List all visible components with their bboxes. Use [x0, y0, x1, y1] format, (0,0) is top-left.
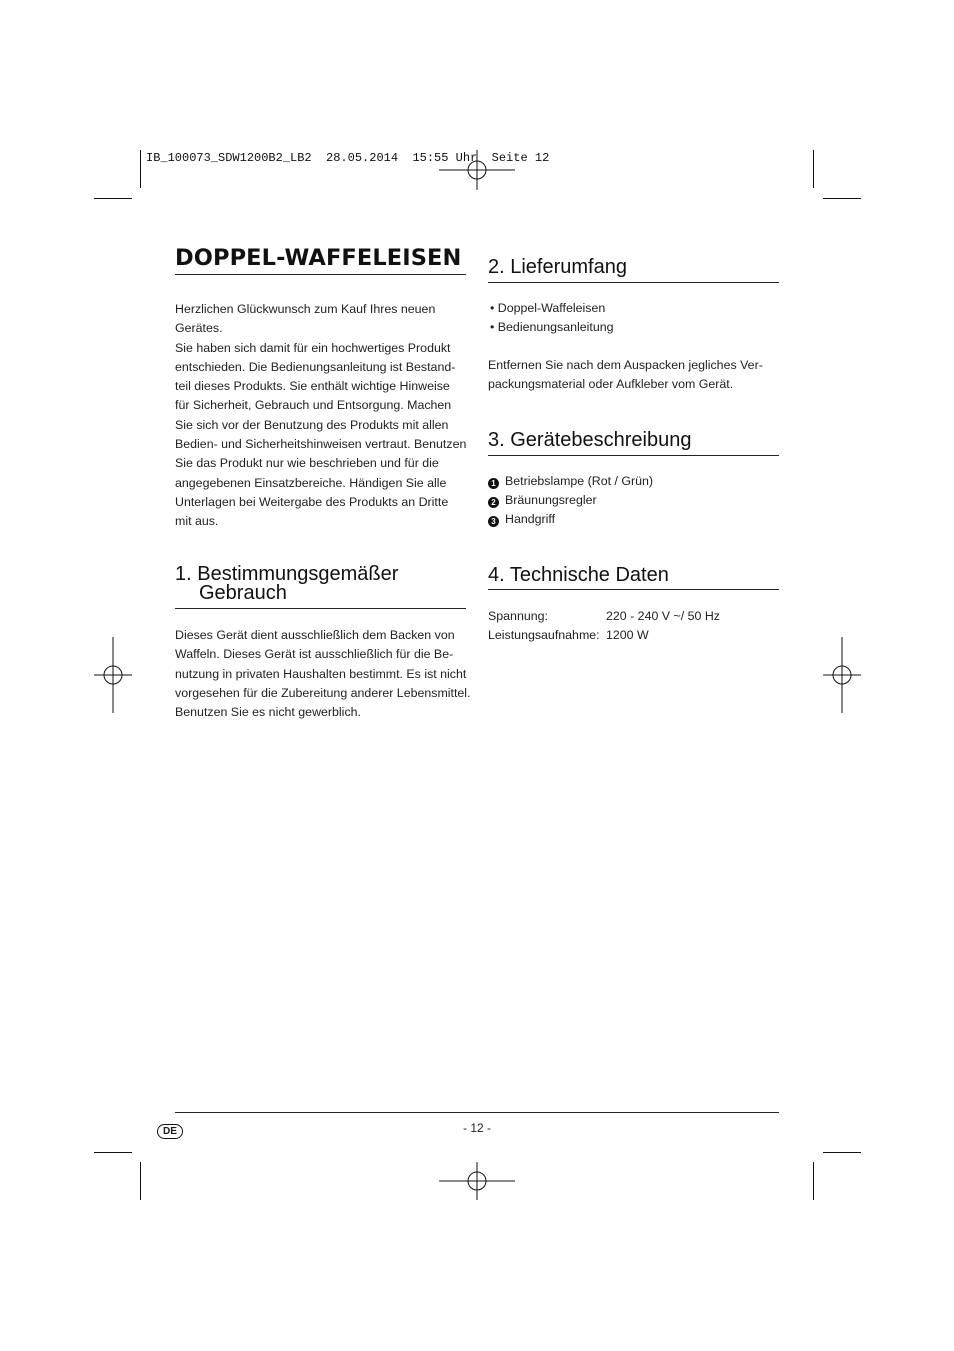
- page-number: - 12 -: [462, 1121, 491, 1135]
- list-item-label: Bräunungsregler: [505, 493, 597, 507]
- intro-line: Sie sich vor der Benutzung des Produkts mit allen: [175, 417, 449, 432]
- intro-line: angegebenen Einsatzbereiche. Händigen Sie alle: [175, 475, 447, 490]
- section1-line: vorgesehen für die Zubereitung anderer Lebensmittel.: [175, 685, 471, 700]
- intro-line: Gerätes.: [175, 321, 223, 336]
- section1-heading: [175, 565, 398, 603]
- list-item-label: Betriebslampe (Rot / Grün): [505, 474, 654, 488]
- intro-line: Unterlagen bei Weitergabe des Produkts an Dritte: [175, 494, 449, 509]
- section1-line: Waffeln. Dieses Gerät ist ausschließlich für die Be-: [175, 647, 454, 662]
- title-rule: [175, 274, 466, 275]
- spec-value: 1200 W: [606, 628, 649, 642]
- section1-line: nutzung in privaten Haushalten bestimmt. Es ist nicht: [175, 666, 467, 681]
- section4-heading: 4. Technische Daten: [488, 564, 669, 586]
- section1-text: [175, 626, 475, 722]
- intro-line: teil dieses Produkts. Sie enthält wichtige Hinweise: [175, 379, 450, 394]
- spec-table: [488, 607, 720, 645]
- section2-heading: 2. Lieferumfang: [488, 256, 627, 278]
- intro-line: entschieden. Die Bedienungsanleitung ist Bestand-: [175, 359, 456, 374]
- spec-label: Leistungsaufnahme:: [488, 628, 600, 642]
- language-badge-label: DE: [157, 1124, 183, 1139]
- spec-label: Spannung:: [488, 609, 548, 623]
- intro-line: Bedien- und Sicherheitshinweisen vertraut. Benutzen: [175, 437, 467, 452]
- section1-rule: [175, 608, 466, 609]
- registration-mark-bottom: [439, 1162, 515, 1200]
- spec-row: [488, 626, 720, 645]
- list-item: [488, 510, 653, 529]
- list-item: • Bedienungsanleitung: [490, 320, 614, 334]
- spec-value: 220 - 240 V ~/ 50 Hz: [606, 609, 720, 623]
- section1-line: Benutzen Sie es nicht gewerblich.: [175, 705, 361, 720]
- number-badge-icon: 3: [488, 516, 499, 527]
- section3-heading: 3. Gerätebeschreibung: [488, 429, 692, 451]
- section2-line: packungsmaterial oder Aufkleber vom Gerät.: [488, 377, 734, 392]
- section2-line: Entfernen Sie nach dem Auspacken jegliches Ver-: [488, 358, 763, 372]
- number-badge-icon: 2: [488, 497, 499, 508]
- list-item-label: Handgriff: [505, 512, 556, 526]
- registration-mark-right: [823, 637, 861, 713]
- section1-heading-line2: Gebrauch: [199, 582, 287, 604]
- intro-line: Herzlichen Glückwunsch zum Kauf Ihres neuen: [175, 302, 436, 316]
- number-badge-icon: 1: [488, 478, 499, 489]
- intro-line: Sie haben sich damit für ein hochwertiges Produkt: [175, 340, 451, 355]
- list-item: [488, 491, 653, 510]
- section2-list: [490, 299, 614, 337]
- section2-rule: [488, 282, 779, 283]
- spec-row: [488, 607, 720, 626]
- list-item: [488, 472, 653, 491]
- footer-rule: [175, 1112, 779, 1113]
- section2-text: [488, 356, 783, 395]
- section1-heading-line1: 1. Bestimmungsgemäßer: [175, 563, 399, 585]
- section3-rule: [488, 455, 779, 456]
- intro-text: [175, 300, 475, 532]
- section3-list: [488, 472, 653, 529]
- print-slug: IB_100073_SDW1200B2_LB2 28.05.2014 15:55 Uhr Seite 12: [146, 151, 550, 165]
- intro-line: für Sicherheit, Gebrauch und Entsorgung. Machen: [175, 398, 452, 413]
- list-item: • Doppel-Waffeleisen: [490, 301, 606, 315]
- intro-line: mit aus.: [175, 514, 219, 529]
- section4-rule: [488, 589, 779, 590]
- page-title: DOPPEL-WAFFELEISEN: [175, 245, 462, 271]
- section1-line: Dieses Gerät dient ausschließlich dem Backen von: [175, 628, 455, 642]
- intro-line: Sie das Produkt nur wie beschrieben und für die: [175, 456, 439, 471]
- registration-mark-left: [94, 637, 132, 713]
